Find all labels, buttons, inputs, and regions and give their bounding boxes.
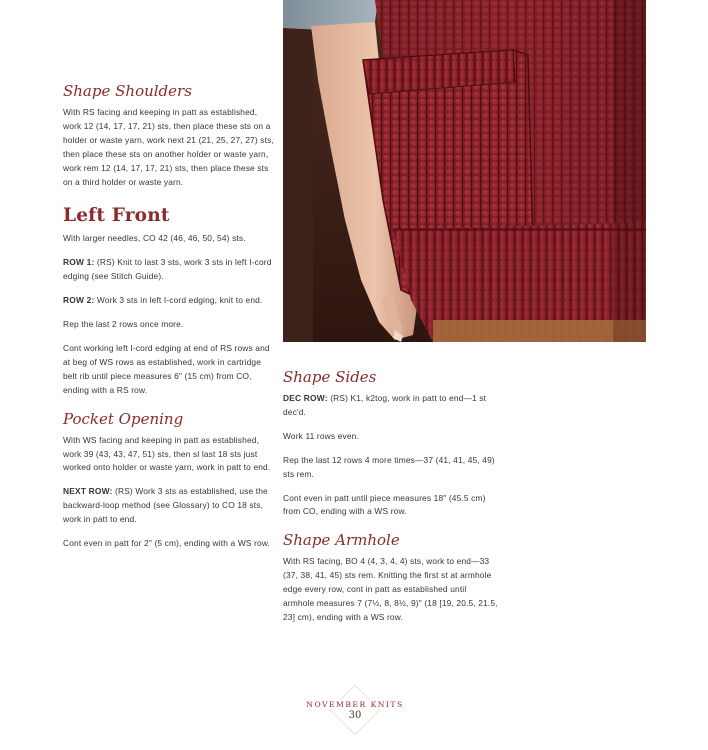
left-front-row2 xyxy=(63,294,275,308)
row1-label: ROW 1: xyxy=(63,257,95,268)
shape-shoulders-text: With RS facing and keeping in patt as established, work 12 (14, 17, 17, 21) sts, then place these sts on a holder or waste yarn, work next 21 (21, 25, 27, 27) sts, then place these sts on another holder or waste yarn, work rem 12 (14, 17, 17, 21) sts, then place these sts on a third holder or waste yarn. xyxy=(63,107,274,187)
shape-armhole-heading: Shape Armhole xyxy=(283,531,400,550)
shape-shoulders-heading: Shape Shoulders xyxy=(63,82,192,100)
right-column xyxy=(283,368,498,635)
page-number: 30 xyxy=(348,710,362,721)
pocket-opening-heading: Pocket Opening xyxy=(63,409,184,428)
page-footer xyxy=(300,692,410,732)
shape-armhole-text: With RS facing, BO 4 (4, 3, 4, 4) sts, work to end—33 (37, 38, 41, 45) sts rem. Knitting the first st at armhole edge every row, cont in patt as established until armhole measures 7 (7½, 8, 8½, 9)" (18 [19, 20.5, 21.5, 23] cm), ending with a WS row. xyxy=(283,556,498,622)
shape-sides-cont: Cont even in patt until piece measures 18" (45.5 cm) from CO, ending with a WS row. xyxy=(283,492,486,517)
shape-sides-dec-row xyxy=(283,392,498,420)
next-row-text: (RS) Work 3 sts as established, use the backward-loop method (see Glossary) to CO 18 sts, work in patt to end. xyxy=(63,486,268,525)
left-column xyxy=(63,82,275,561)
shape-sides-repeat: Rep the last 12 rows 4 more times—37 (41, 41, 45, 49) sts rem. xyxy=(283,454,495,479)
left-front-intro: With larger needles, CO 42 (46, 46, 50, 54) sts. xyxy=(63,233,246,244)
knitted-vest-photo xyxy=(283,0,646,342)
shape-sides-heading: Shape Sides xyxy=(283,368,377,386)
row1-text: (RS) Knit to last 3 sts, work 3 sts in left I-cord edging (see Stitch Guide). xyxy=(63,257,272,282)
pocket-opening-text: With WS facing and keeping in patt as established, work 39 (43, 43, 47, 51) sts, then sl last 18 sts just worked onto holder or waste yarn, work in patt to end. xyxy=(63,434,271,473)
shape-sides-work: Work 11 rows even. xyxy=(283,430,359,441)
left-front-cont: Cont working left I-cord edging at end of RS rows and at beg of WS rows as established, work in cartridge belt rib until piece measures 6" (15 cm) from CO, ending with a RS row. xyxy=(63,342,270,395)
left-front-repeat: Rep the last 2 rows once more. xyxy=(63,319,184,330)
left-front-row1 xyxy=(63,256,275,284)
dec-row-label: DEC ROW: xyxy=(283,393,328,403)
dec-row-text: (RS) K1, k2tog, work in patt to end—1 st dec'd. xyxy=(283,393,487,417)
next-row-label: NEXT ROW: xyxy=(63,486,113,497)
pocket-next-row xyxy=(63,485,275,527)
row2-label: ROW 2: xyxy=(63,295,95,306)
left-front-heading: Left Front xyxy=(63,205,170,227)
book-title: NOVEMBER KNITS xyxy=(300,700,410,709)
row2-text: Work 3 sts in left I-cord edging, knit to end. xyxy=(94,295,263,306)
pocket-cont: Cont even in patt for 2" (5 cm), ending with a WS row. xyxy=(63,538,271,549)
